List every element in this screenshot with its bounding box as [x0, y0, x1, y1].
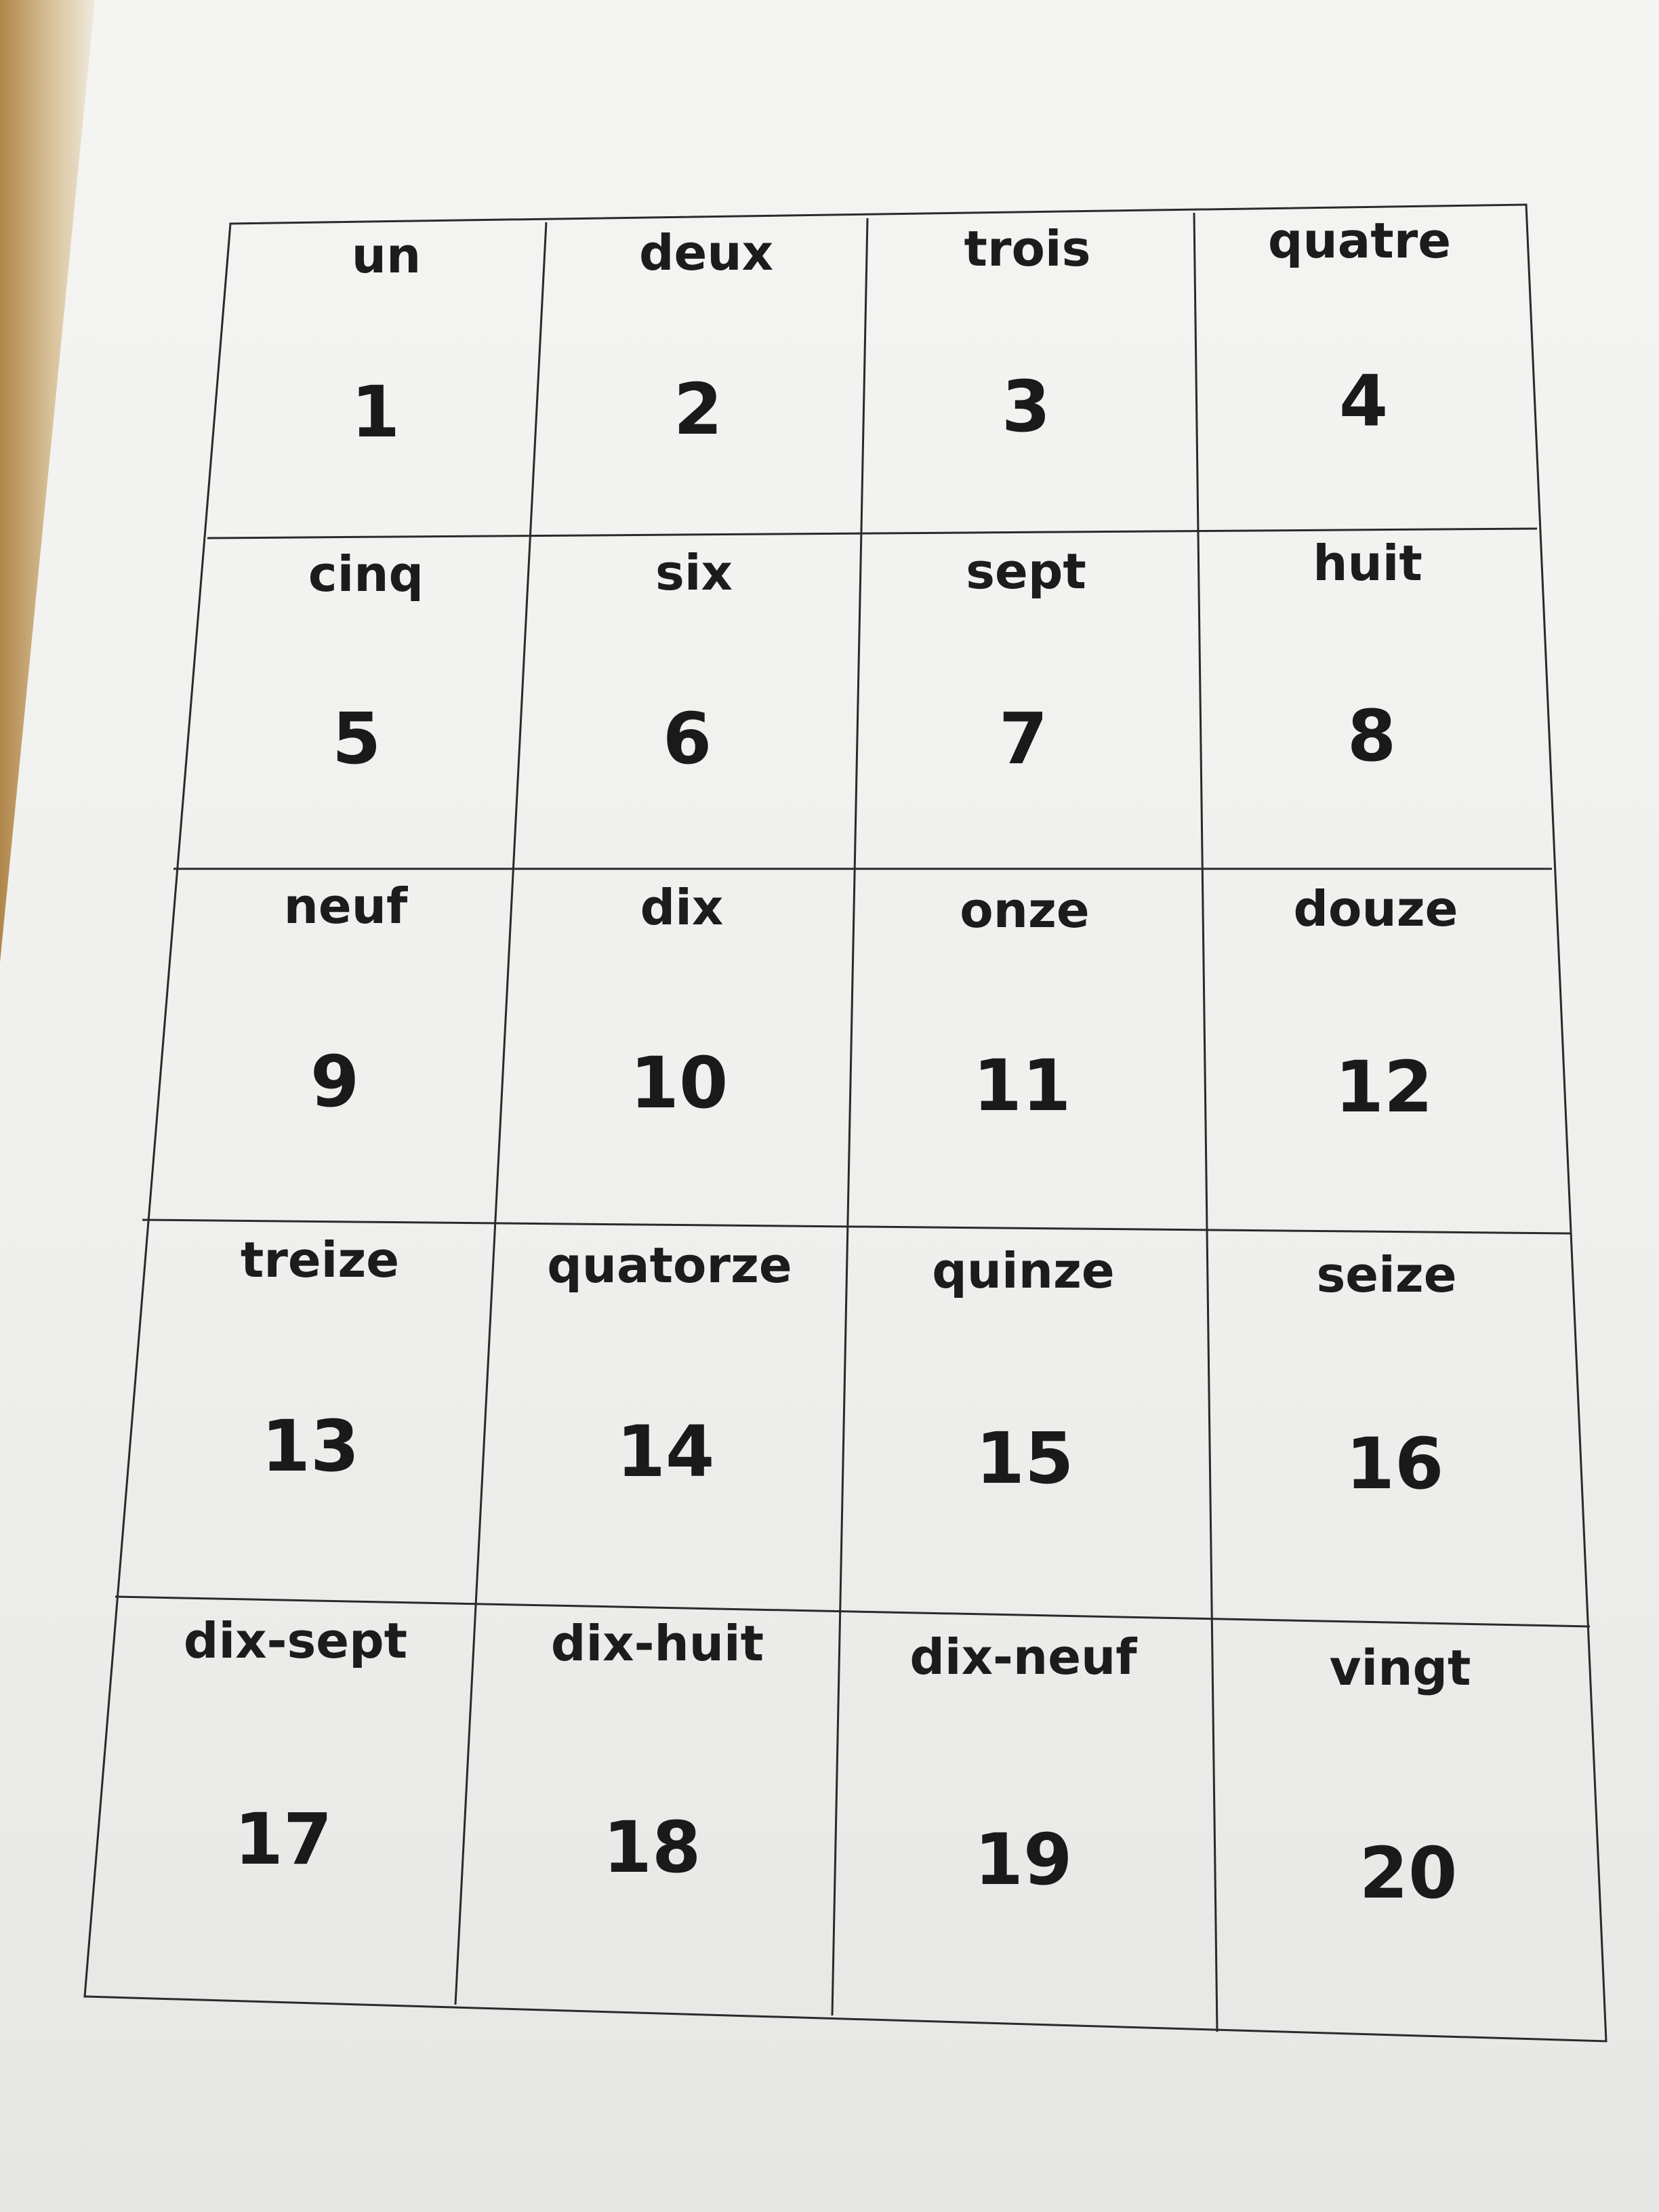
grid-divider-v1: [455, 222, 546, 2005]
card-18-word: dix-huit: [550, 1615, 764, 1672]
card-19-word: dix-neuf: [909, 1629, 1137, 1685]
card-2-number: 2: [673, 368, 723, 451]
card-8-word: huit: [1313, 535, 1422, 592]
card-12-word: douze: [1293, 880, 1458, 937]
card-14-number: 14: [616, 1410, 715, 1493]
card-15-word: quinze: [932, 1242, 1115, 1299]
card-13-number: 13: [261, 1405, 360, 1488]
card-10-number: 10: [630, 1042, 729, 1124]
card-13-word: treize: [240, 1231, 400, 1288]
card-7-number: 7: [998, 697, 1048, 780]
card-10-word: dix: [640, 879, 724, 936]
card-20-word: vingt: [1329, 1639, 1471, 1696]
card-2-word: deux: [638, 224, 774, 281]
card-6-word: six: [655, 544, 733, 601]
card-16-word: seize: [1316, 1246, 1457, 1303]
card-14-word: quatorze: [547, 1237, 792, 1294]
card-4-word: quatre: [1267, 212, 1452, 269]
card-12-number: 12: [1334, 1046, 1433, 1128]
grid-divider-v3: [1194, 213, 1217, 2032]
card-7-word: sept: [966, 543, 1086, 600]
card-20-number: 20: [1359, 1832, 1458, 1914]
card-17-number: 17: [234, 1798, 333, 1881]
card-11-word: onze: [960, 882, 1090, 939]
card-5-number: 5: [331, 697, 382, 780]
card-5-word: cinq: [308, 546, 424, 602]
card-9-number: 9: [310, 1040, 360, 1123]
card-18-number: 18: [602, 1806, 701, 1889]
card-9-word: neuf: [283, 878, 408, 935]
card-16-number: 16: [1345, 1422, 1444, 1505]
card-17-word: dix-sept: [183, 1612, 408, 1669]
card-15-number: 15: [975, 1417, 1074, 1500]
card-3-word: trois: [964, 220, 1091, 277]
card-11-number: 11: [972, 1044, 1071, 1127]
card-1-word: un: [351, 227, 422, 284]
card-3-number: 3: [1001, 365, 1051, 448]
card-4-number: 4: [1338, 360, 1389, 443]
card-1-number: 1: [350, 371, 401, 453]
card-19-number: 19: [974, 1818, 1073, 1901]
card-6-number: 6: [662, 697, 712, 780]
card-8-number: 8: [1347, 695, 1397, 777]
grid-divider-v2: [832, 218, 867, 2015]
